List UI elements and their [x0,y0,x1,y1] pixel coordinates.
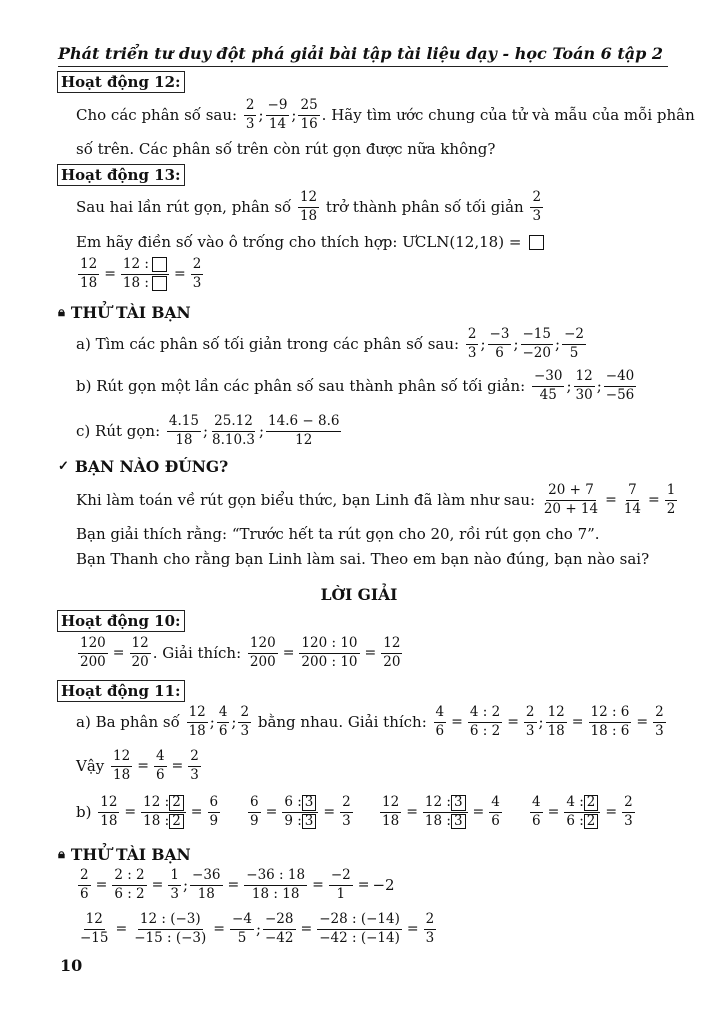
hd11-b-4: $\frac{4}{6}$ = $\frac{4 : 2}{6 : 2}$ = $\frac{2}{3}$ [532,794,633,829]
ban-nao-line2: Bạn giải thích rằng: “Trước hết ta rút gọn cho 20, rồi rút gọn cho 7”. [76,525,600,543]
frac: $\frac{12}{30}$ [575,368,593,403]
frac: $\frac{1}{3}$ [170,867,179,902]
hd12-line2: số trên. Các phân số trên còn rút gọn được nữa không? [76,140,496,158]
hd11-title: Hoạt động 11: [57,680,185,702]
hd13-title: Hoạt động 13: [57,164,185,186]
hd13-line1: Sau hai lần rút gọn, phân số $\frac{12}{18}$ trở thành phân số tối giản $\frac{2}{3}$ [76,189,542,224]
frac: $\frac{2 : 2}{6 : 2}$ [114,867,145,902]
thu-tai-title-1: 🔒︎ THỬ TÀI BẠN [58,303,191,322]
frac: $\frac{12}{20}$ [383,635,401,670]
frac: $\frac{2}{3}$ [467,326,477,361]
blank-box [152,257,167,272]
thu-tai-title-2: 🔒︎ THỬ TÀI BẠN [58,845,191,864]
hd10-line: $\frac{120}{200}$ = $\frac{12}{20}$ . Giải thích: $\frac{120}{200}$ = $\frac{120 : 10}{200 : 10}$ = $\frac{12}{20}$ [80,635,401,670]
frac: $\frac{12}{18}$ [113,748,131,783]
frac: $\frac{4}{6}$ [155,748,165,783]
frac: $\frac{6}{9}$ [209,794,219,829]
thu-tai-c: c) Rút gọn: $\frac{4.15}{18}$ ; $\frac{25.12}{8.10.3}$ ; $\frac{14.6 - 8.6}{12}$ [76,413,340,448]
frac: $\frac{2}{3}$ [240,704,250,739]
frac: $\frac{6}{9}$ [250,794,259,829]
frac: $\frac{4 : 2}{6 : 2}$ [469,704,501,739]
ban-nao-line1: Khi làm toán về rút gọn biểu thức, bạn Linh đã làm như sau: $\frac{20 + 7}{20 + 14}$ = $\frac{7}{14}$ = $\frac{1}{2}$ [76,482,676,517]
hd10-title: Hoạt động 10: [57,610,185,632]
frac: $\frac{-4}{5}$ [232,911,252,946]
frac: $\frac{6 : 3}{9 : 3}$ [282,795,318,829]
frac: $\frac{12 : 3}{18 : 3}$ [423,795,468,829]
frac: $\frac{4}{6}$ [491,794,500,829]
lock-icon: 🔒︎ [58,847,65,862]
frac: $\frac{-28}{-42}$ [265,911,294,946]
frac: $\frac{-3}{6}$ [489,326,510,361]
frac: $\frac{7}{14}$ [623,482,642,517]
frac: $\frac{2}{3}$ [525,704,535,739]
frac: $\frac{2}{3}$ [532,189,542,224]
frac: $\frac{2}{3}$ [624,794,633,829]
hd11-b-2: $\frac{6}{9}$ = $\frac{6 : 3}{9 : 3}$ = $\frac{2}{3}$ [250,794,351,829]
frac: $\frac{-15}{-20}$ [522,326,551,361]
hd11-b-1: b) $\frac{12}{18}$ = $\frac{12 : 2}{18 : 2}$ = $\frac{6}{9}$ [76,794,219,829]
frac: $\frac{2}{3}$ [342,794,351,829]
frac: $\frac{12}{-15}$ [80,911,109,946]
thu-tai-2-row1: $\frac{2}{6}$ = $\frac{2 : 2}{6 : 2}$ = $\frac{1}{3}$ ; $\frac{-36}{18}$ = $\frac{-36 : 18}{18 : 18}$ = $\frac{-2}{1}$ = −2 [80,867,395,902]
running-header: Phát triển tư duy đột phá giải bài tập tài liệu dạy - học Toán 6 tập 2 [58,44,668,67]
frac: $\frac{2}{3}$ [190,748,199,783]
frac: $\frac{4}{6}$ [435,704,445,739]
frac: $\frac{12}{18}$ [299,189,318,224]
frac: $\frac{12}{20}$ [131,635,149,670]
frac: $\frac{2}{3}$ [245,97,255,132]
ban-nao-title: ✓ BẠN NÀO ĐÚNG? [58,457,229,476]
thu-tai-2-row2: $\frac{12}{-15}$ = $\frac{12 : (-3)}{-15 : (-3)}$ = $\frac{-4}{5}$ ; $\frac{-28}{-42}$ = $\frac{-28 : (-14)}{-42 : (-14)}$ = $\frac{2}{3}$ [80,911,435,946]
frac: $\frac{1}{2}$ [666,482,676,517]
frac: $\frac{4 : 2}{6 : 2}$ [564,795,600,829]
frac: $\frac{12 :}{18 :}$ [121,257,169,291]
frac: $\frac{2}{3}$ [425,911,435,946]
hd13-eq: $\frac{12}{18}$ = $\frac{12 :}{18 :}$ = $\frac{2}{3}$ [80,256,202,291]
frac: $\frac{12}{18}$ [188,704,206,739]
hd12-title: Hoạt động 12: [57,71,185,93]
frac: $\frac{-9}{14}$ [267,97,288,132]
frac: $\frac{4.15}{18}$ [168,413,199,448]
hd11-b-3: $\frac{12}{18}$ = $\frac{12 : 3}{18 : 3}$ = $\frac{4}{6}$ [382,794,500,829]
frac: $\frac{12}{18}$ [80,256,98,291]
frac: $\frac{4}{6}$ [532,794,541,829]
frac: $\frac{14.6 - 8.6}{12}$ [268,413,340,448]
frac: $\frac{-2}{1}$ [330,867,351,902]
frac: $\frac{2}{3}$ [655,704,664,739]
lock-icon: 🔒︎ [58,305,65,320]
blank-box [529,235,544,250]
loi-giai-title: LỜI GIẢI [320,585,398,604]
frac: $\frac{120 : 10}{200 : 10}$ [301,635,358,670]
blank-box [152,276,167,291]
thu-tai-a: a) Tìm các phân số tối giản trong các phân số sau: $\frac{2}{3}$ ; $\frac{-3}{6}$ ; $\frac{-15}{-20}$ ; $\frac{-2}{5}$ [76,326,584,361]
frac: $\frac{25}{16}$ [300,97,318,132]
frac: $\frac{12}{18}$ [382,794,400,829]
frac: $\frac{-30}{45}$ [533,368,563,403]
hd12-line1: Cho các phân số sau: $\frac{2}{3}$ ; $\frac{-9}{14}$ ; $\frac{25}{16}$ . Hãy tìm ước chung của tử và mẫu của mỗi phân [76,97,695,132]
checkmark-icon: ✓ [58,459,69,474]
frac: $\frac{-40}{-56}$ [605,368,635,403]
frac: $\frac{12 : (-3)}{-15 : (-3)}$ [134,911,207,946]
ban-nao-line3: Bạn Thanh cho rằng bạn Linh làm sai. Theo em bạn nào đúng, bạn nào sai? [76,550,650,568]
hd13-line2: Em hãy điền số vào ô trống cho thích hợp: ƯCLN(12,18) = [76,233,544,251]
frac: $\frac{4}{6}$ [218,704,228,739]
frac: $\frac{120}{200}$ [80,635,106,670]
thu-tai-b: b) Rút gọn một lần các phân số sau thành phân số tối giản: $\frac{-30}{45}$ ; $\frac{12}{30}$ ; $\frac{-40}{-56}$ [76,368,635,403]
frac: $\frac{-28 : (-14)}{-42 : (-14)}$ [319,911,400,946]
hd12-l1-pre: Cho các phân số sau: [76,106,242,125]
frac: $\frac{-2}{5}$ [564,326,584,361]
frac: $\frac{-36}{18}$ [192,867,221,902]
frac: $\frac{-36 : 18}{18 : 18}$ [246,867,306,902]
frac: $\frac{12}{18}$ [547,704,565,739]
frac: $\frac{25.12}{8.10.3}$ [212,413,255,448]
page-number: 10 [60,956,83,975]
frac: $\frac{12 : 2}{18 : 2}$ [141,795,186,829]
frac: $\frac{2}{6}$ [80,867,89,902]
hd11-vay: Vậy $\frac{12}{18}$ = $\frac{4}{6}$ = $\frac{2}{3}$ [76,748,199,783]
frac: $\frac{12 : 6}{18 : 6}$ [590,704,630,739]
frac: $\frac{20 + 7}{20 + 14}$ [543,482,599,517]
frac: $\frac{120}{200}$ [249,635,276,670]
hd12-l1-post: . Hãy tìm ước chung của tử và mẫu của mỗi phân [321,106,695,125]
frac: $\frac{12}{18}$ [100,794,118,829]
hd11-a: a) Ba phân số $\frac{12}{18}$ ; $\frac{4}{6}$ ; $\frac{2}{3}$ bằng nhau. Giải thích: $\frac{4}{6}$ = $\frac{4 : 2}{6 : 2}$ = $\frac{2}{3}$ ; $\frac{12}{18}$ = $\frac{12 : 6}{18 : 6}$ = $\frac{2}{3}$ [76,704,664,739]
frac: $\frac{2}{3}$ [192,256,202,291]
